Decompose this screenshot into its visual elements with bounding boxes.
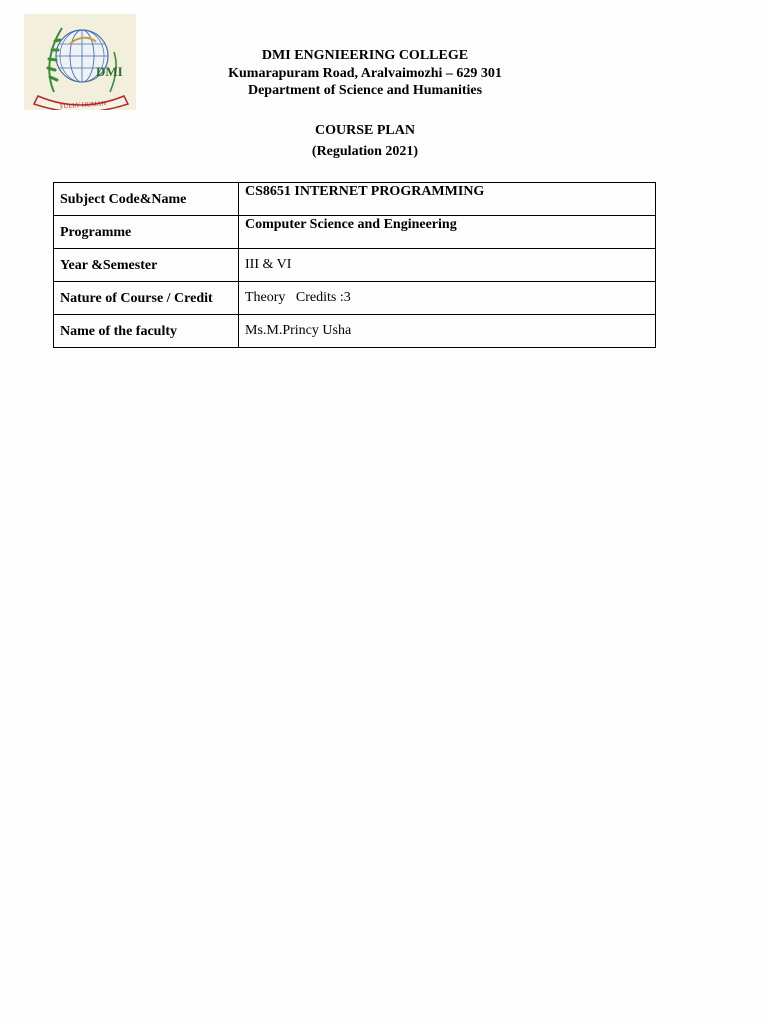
table-cell-value: Theory Credits :3 [239, 282, 656, 315]
table-cell-label: Year &Semester [54, 249, 239, 282]
table-cell-label: Subject Code&Name [54, 183, 239, 216]
table-cell-value: CS8651 INTERNET PROGRAMMING [239, 183, 656, 216]
document-title: COURSE PLAN [315, 123, 415, 138]
table-cell-label: Programme [54, 216, 239, 249]
table-cell-value: Ms.M.Princy Usha [239, 315, 656, 348]
table-row [54, 249, 656, 282]
logo-initials: DMI [96, 64, 123, 79]
logo-motto: FULLY HUMAN [59, 100, 107, 110]
table-row [54, 216, 656, 249]
regulation-label: (Regulation 2021) [311, 144, 419, 159]
table-row [54, 315, 656, 348]
table-cell-value: Computer Science and Engineering [239, 216, 656, 249]
table-cell-label: Nature of Course / Credit [54, 282, 239, 315]
document-title-block [0, 120, 730, 162]
table-row [54, 183, 656, 216]
college-name: DMI ENGNIEERING COLLEGE [261, 48, 469, 63]
table-cell-value: III & VI [239, 249, 656, 282]
college-address: Kumarapuram Road, Aralvaimozhi – 629 301 [228, 65, 502, 81]
table-row [54, 282, 656, 315]
course-info-table [53, 182, 656, 348]
table-cell-label: Name of the faculty [54, 315, 239, 348]
department-name: Department of Science and Humanities [247, 83, 483, 98]
college-header [0, 47, 730, 100]
